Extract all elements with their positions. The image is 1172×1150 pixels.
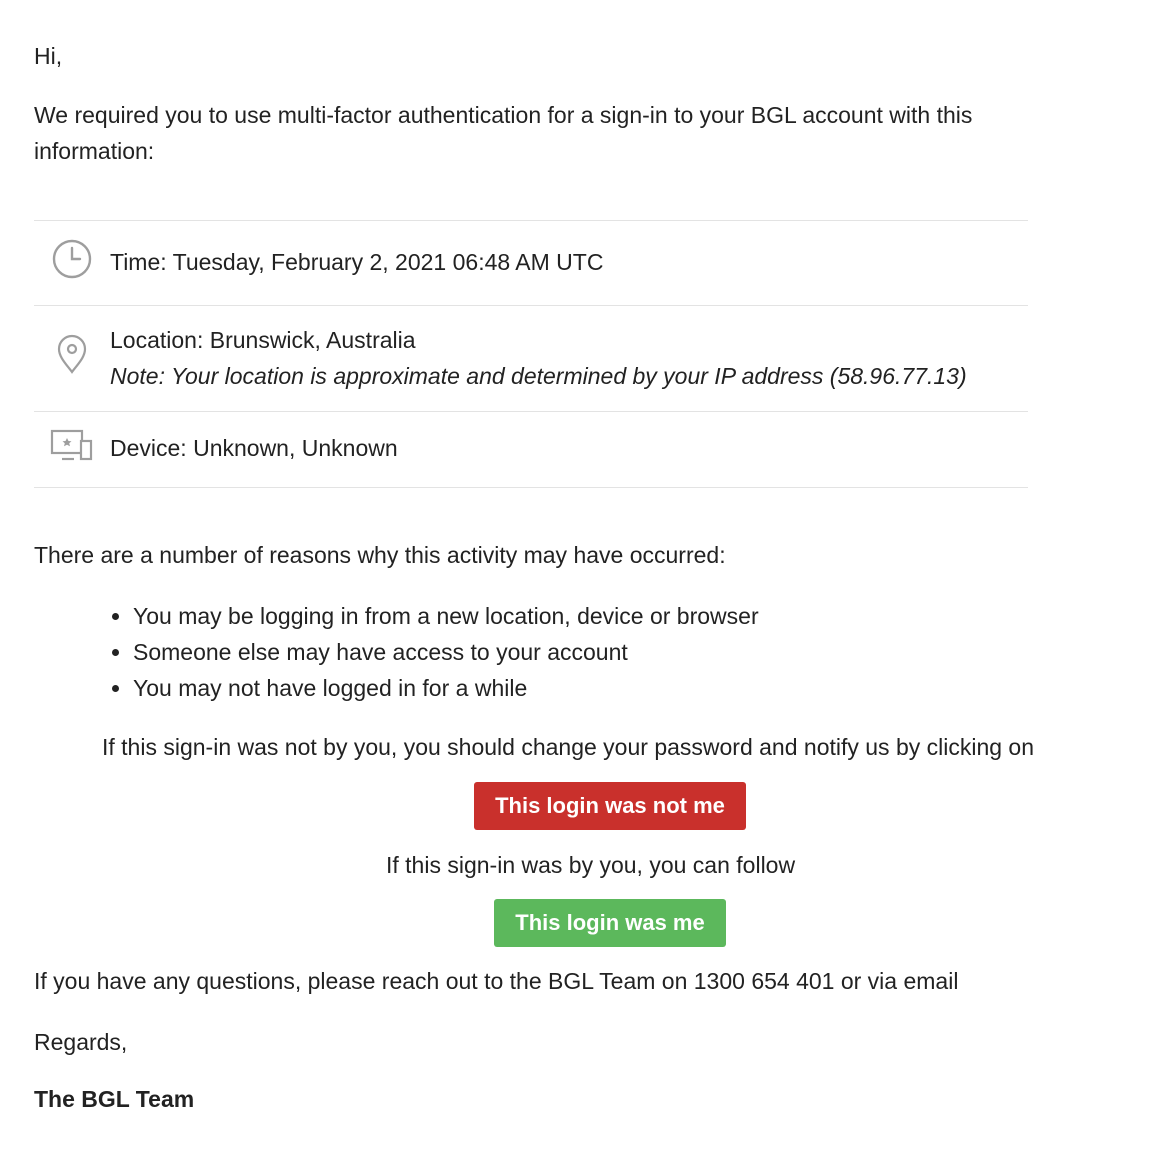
login-was-me-button[interactable]: This login was me <box>494 899 726 947</box>
greeting: Hi, <box>34 43 63 69</box>
detail-row-device <box>34 411 1028 488</box>
device-icon <box>34 412 110 464</box>
list-item: • You may not have logged in for a while <box>133 670 759 706</box>
location-pin-icon <box>34 306 110 374</box>
location-text: Location: Brunswick, Australia <box>110 327 416 353</box>
intro-text: We required you to use multi-factor authentication for a sign-in to your BGL account with this information: <box>34 102 973 164</box>
detail-row-time <box>34 220 1028 305</box>
regards: Regards, <box>34 1029 128 1055</box>
not-me-instructions: If this sign-in was not by you, you should change your password and notify us by clicking on <box>102 734 1035 760</box>
reasons-list <box>100 598 759 706</box>
list-item: • Someone else may have access to your account <box>133 634 759 670</box>
device-text: Device: Unknown, Unknown <box>110 435 398 461</box>
me-instructions: If this sign-in was by you, you can follow <box>386 852 796 878</box>
signature: The BGL Team <box>34 1086 195 1112</box>
time-text: Time: Tuesday, February 2, 2021 06:48 AM UTC <box>110 249 604 275</box>
detail-row-location <box>34 305 1028 411</box>
reasons-intro: There are a number of reasons why this activity may have occurred: <box>34 542 726 568</box>
signin-details <box>34 220 1028 488</box>
clock-icon <box>34 221 110 279</box>
list-item: • You may be logging in from a new location, device or browser <box>133 598 759 634</box>
location-note: Note: Your location is approximate and determined by your IP address (58.96.77.13) <box>110 363 967 389</box>
login-not-me-button[interactable]: This login was not me <box>474 782 746 830</box>
contact-text: If you have any questions, please reach out to the BGL Team on 1300 654 401 or via email <box>34 968 959 994</box>
